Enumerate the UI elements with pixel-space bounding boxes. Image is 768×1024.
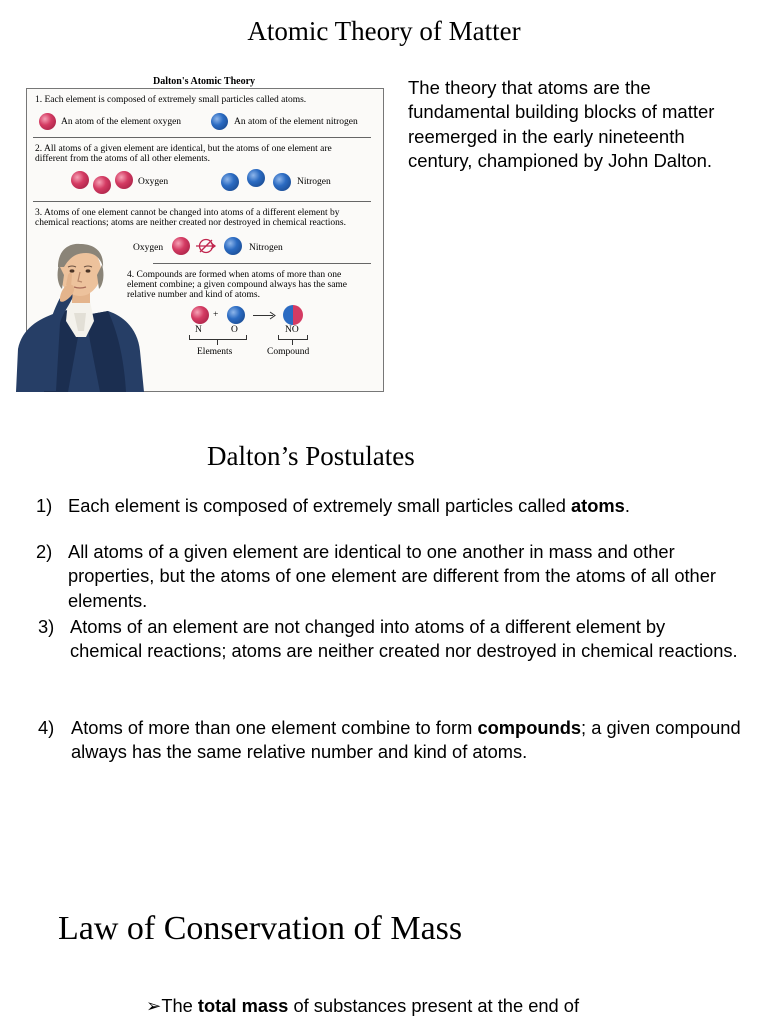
nitrogen-atom-icon [221, 173, 239, 191]
no-label: NO [285, 325, 299, 335]
nitrogen-atom-icon [227, 306, 245, 324]
postulate-number: 4) [38, 717, 55, 738]
arrow-head-icon [269, 311, 277, 320]
oxygen-label: Oxygen [133, 243, 164, 253]
figure-title: Dalton's Atomic Theory [152, 76, 256, 87]
nitrogen-label: Nitrogen [249, 243, 283, 253]
postulates-title: Dalton’s Postulates [207, 441, 415, 471]
postulate-text: Each element is composed of extremely small particles called atoms. [68, 495, 630, 516]
figure-divider [153, 263, 371, 264]
dalton-atomic-theory-figure [16, 76, 388, 392]
plus-sign: + [213, 310, 219, 320]
bracket-stem [217, 339, 218, 345]
john-dalton-portrait [16, 241, 150, 392]
nitrogen-atom-icon [273, 173, 291, 191]
oxygen-label: Oxygen [138, 177, 169, 187]
page-title: Atomic Theory of Matter [247, 16, 521, 46]
nitrogen-atom-icon [224, 237, 242, 255]
figure-divider [33, 201, 371, 202]
elements-bracket [189, 335, 247, 340]
oxygen-atom-icon [115, 171, 133, 189]
postulate-text: Atoms of an element are not changed into atoms of a different element by chemical reactions; atoms are neither created nor destroyed in chemical reactions. [70, 616, 738, 662]
figure-postulate-4: 4. Compounds are formed when atoms of more than one element combine; a given compound always has the same relative number and kind of atoms. [127, 270, 348, 300]
oxygen-atom-label: An atom of the element oxygen [61, 117, 182, 127]
intro-paragraph: The theory that atoms are the fundamental building blocks of matter reemerged in the early nineteenth century, championed by John Dalton. [408, 77, 715, 171]
postulate-number: 1) [36, 495, 53, 516]
no-conversion-icon [194, 238, 218, 254]
no-molecule-icon [283, 305, 303, 325]
postulate-text: Atoms of more than one element combine to form compounds; a given compound always has the same relative number and kind of atoms. [71, 717, 741, 763]
figure-postulate-3: 3. Atoms of one element cannot be changed into atoms of a different element by chemical reactions; atoms are neither created nor destroyed in chemical reactions. [35, 208, 346, 228]
elements-label: Elements [197, 347, 233, 357]
oxygen-atom-icon [172, 237, 190, 255]
postulate-number: 3) [38, 616, 55, 637]
arrow-bullet-icon: ➢ [146, 995, 162, 1016]
nitrogen-atom-icon [211, 113, 228, 130]
nitrogen-atom-icon [247, 169, 265, 187]
oxygen-atom-icon [191, 306, 209, 324]
figure-postulate-1: 1. Each element is composed of extremely small particles called atoms. [35, 95, 307, 105]
o-label: O [231, 325, 238, 335]
bracket-stem [292, 339, 293, 345]
postulate-text: All atoms of a given element are identical to one another in mass and other properties, but the atoms of one element are different from the atoms of all other elements. [68, 541, 716, 611]
conservation-title: Law of Conservation of Mass [58, 910, 463, 947]
nitrogen-label: Nitrogen [297, 177, 331, 187]
figure-divider [33, 137, 371, 138]
compound-bracket [278, 335, 308, 340]
oxygen-atom-icon [93, 176, 111, 194]
figure-postulate-2: 2. All atoms of a given element are identical, but the atoms of one element are different from the atoms of all other elements. [35, 144, 332, 164]
oxygen-atom-icon [39, 113, 56, 130]
nitrogen-atom-label: An atom of the element nitrogen [234, 117, 358, 127]
oxygen-atom-icon [71, 171, 89, 189]
postulate-number: 2) [36, 541, 53, 562]
compound-label: Compound [267, 347, 310, 357]
conservation-bullet: ➢The total mass of substances present at the end of [146, 995, 580, 1016]
n-label: N [195, 325, 202, 335]
